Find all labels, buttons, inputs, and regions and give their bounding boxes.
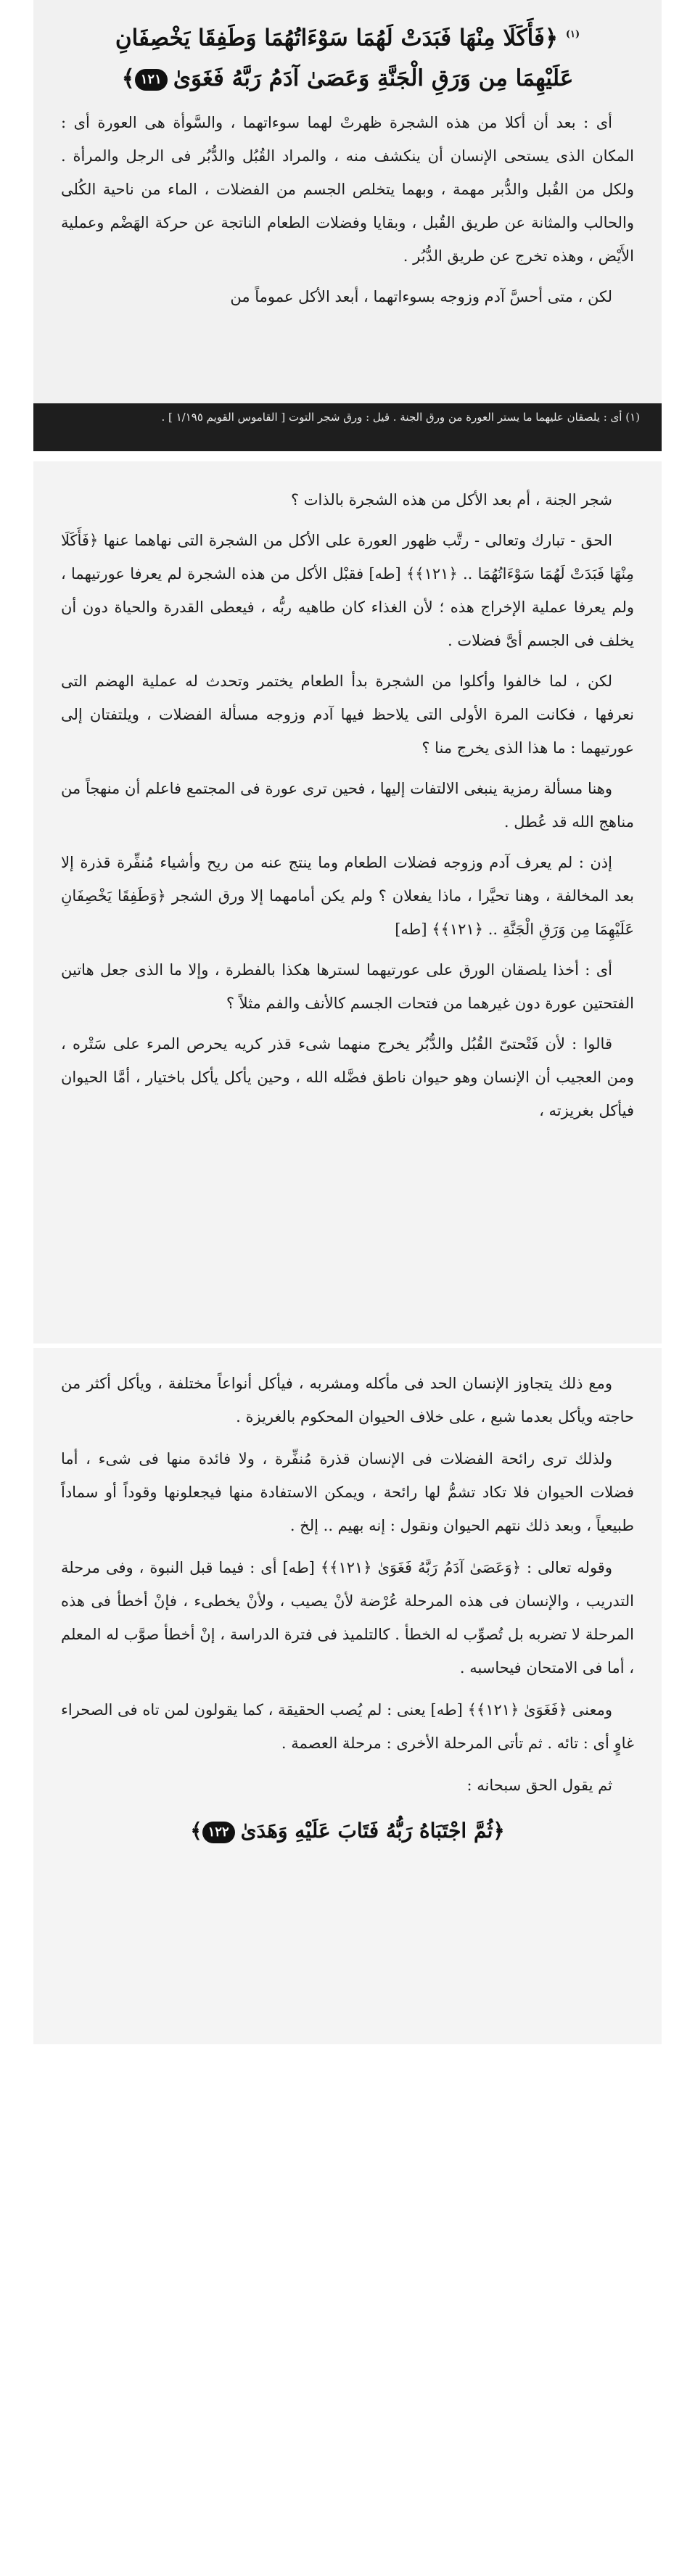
paragraph: ثم يقول الحق سبحانه :: [466, 1777, 612, 1794]
quran-verse-line-2: عَلَيْهِمَا مِن وَرَقِ الْجَنَّةِ وَعَصَىٰ آدَمُ رَبَّهُ فَغَوَىٰ١٢١﴾: [121, 65, 574, 92]
quran-verse: ﴿ثُمَّ اجْتَبَاهُ رَبُّهُ فَتَابَ عَلَيْهِ وَهَدَىٰ١٢٢﴾: [190, 1819, 505, 1843]
scan-block-3: [33, 1348, 662, 2044]
quran-verse-line-1: [33, 0, 662, 58]
paragraph: وهنا مسألة رمزية ينبغى الالتفات إليها ، فحين ترى عورة فى المجتمع فاعلم أن منهجاً من مناهج الله قد عُطل .: [61, 780, 634, 831]
paragraph: لكن ، متى أحسَّ آدم وزوجه بسوءاتهما ، أبعد الأكل عموماً من: [230, 288, 612, 306]
scan-block-1: [33, 0, 662, 451]
verse-text: ﴿ثُمَّ اجْتَبَاهُ رَبُّهُ فَتَابَ عَلَيْهِ وَهَدَىٰ: [240, 1819, 505, 1843]
verse-number-badge: ١٢١: [135, 69, 168, 91]
verse-number-badge: ١٢٢: [202, 1822, 235, 1843]
paragraph: ومعنى ﴿فَغَوَىٰ ﴿١٢١﴾﴾ [طه] يعنى : لم يُصب الحقيقة ، كما يقولون لمن تاه فى الصحراء غاوٍ أى : تائه . ثم تأتى المرحلة الأخرى : مرحلة العصمة .: [61, 1701, 634, 1752]
paragraph: لكن ، لما خالفوا وأكلوا من الشجرة بدأ الطعام يختمر وتحدث له عملية الهضم التى نعرفها ، فكانت المرة الأولى التى يلاحظ فيها آدم وزوجه مسألة الفضلات ، ويلتفتان إلى عورتيهما : ما هذا الذى يخرج منا ؟: [61, 672, 634, 757]
paragraph: الحق - تبارك وتعالى - رتَّب ظهور العورة على الأكل من الشجرة التى نهاهما عنها ﴿فَأَكَلَا مِنْهَا فَبَدَتْ لَهُمَا سَوْءَاتُهُمَا .. ﴿١٢١﴾﴾ [طه] فقبْل الأكل من هذه الشجرة لم يعرفا عورتيهما ، ولم يعرفا عملية الإخراج هذه ؛ لأن الغذاء كان طاهيه ربُّه ، فيعطى القدرة والحياة دون أن يخلف فى الجسم أىَّ فضلات .: [61, 532, 634, 649]
paragraph: ومع ذلك يتجاوز الإنسان الحد فى مأكله ومشربه ، فيأكل أنواعاً مختلفة ، ويأكل أكثر من حاجته ويأكل بعدما شبع ، على خلاف الحيوان المحكوم بالغريزة .: [61, 1375, 634, 1425]
paragraph: وقوله تعالى : ﴿وَعَصَىٰ آدَمُ رَبَّهُ فَغَوَىٰ ﴿١٢١﴾﴾ [طه] أى : فيما قبل النبوة ، وفى مرحلة التدريب ، والإنسان فى هذه المرحلة عُرْضة لأنْ يصيب ، ولأنْ يخطىء ، فإنْ أخطأ فى هذه المرحلة لا تضربه بل تُصوِّب له الخطأ . كالتلميذ فى فترة الدراسة ، إنْ أخطأ صوَّب له المعلم ، أما فى الامتحان فيحاسبه .: [61, 1559, 634, 1676]
paragraph: إذن : لم يعرف آدم وزوجه فضلات الطعام وما ينتج عنه من ريح وأشياء مُنفِّرة قذرة إلا بعد المخالفة ، وهنا تحيَّرا ، ماذا يفعلان ؟ ولم يكن أمامهما إلا ورق الشجر ﴿وَطَفِقَا يَخْصِفَانِ عَلَيْهِمَا مِن وَرَقِ الْجَنَّةِ .. ﴿١٢١﴾﴾ [طه]: [61, 854, 634, 938]
paragraph: ولذلك ترى رائحة الفضلات فى الإنسان قذرة مُنفِّرة ، ولا فائدة منها فى شىء ، أما فضلات الحيوان فلا تكاد تشمُّ لها رائحة ، ويمكن الاستفادة منها فيجعلونها وقوداً أو سماداً طبيعياً ، وبعد ذلك نتهم الحيوان ونقول : إنه بهيم .. إلخ .: [61, 1450, 634, 1534]
scan-block-2: [33, 461, 662, 1343]
paragraph: قالوا : لأن فَتْحتىّ القُبُل والدُّبُر يخرج منهما شىء قذر كريه يحرص المرء على سَتْره ، ومن العجيب أن الإنسان وهو حيوان ناطق فضَّله الله ، وحين يأكل يأكل باختيار ، أمَّا الحيوان فيأكل بغريزته ،: [61, 1035, 634, 1119]
footnote: (١) أى : يلصقان عليهما ما يستر العورة من ورق الجنة . قيل : ورق شجر التوت [ القاموس القويم ١/١٩٥ ] .: [33, 403, 662, 451]
paragraph: أى : أخذا يلصقان الورق على عورتيهما لسترها هكذا بالفطرة ، وإلا ما الذى جعل هاتين الفتحتين عورة دون غيرهما من فتحات الجسم كالأنف والفم مثلاً ؟: [61, 961, 634, 1012]
footnote-marker: (١): [565, 29, 580, 40]
paragraph: أى : بعد أن أكلا من هذه الشجرة ظهرتْ لهما سوءاتهما ، والسَّوأة هى العورة أى : المكان الذى يستحى الإنسان أن ينكشف منه ، والمراد القُبُل والدُّبُر فى الرجل والمرأة . ولكل من القُبل والدُّبر مهمة ، وبهما يتخلص الجسم من الفضلات ، الماء من ناحية الكُلى والحالب والمثانة عن طريق القُبل ، وبقايا وفضلات الطعام الناتجة عن حركة الهَضْم وعملية الأَيْض ، وهذه تخرج عن طريق الدُّبُر .: [61, 114, 634, 266]
verse-text: ﴿فَأَكَلَا مِنْهَا فَبَدَتْ لَهُمَا سَوْءَاتُهُمَا وَطَفِقَا يَخْصِفَانِ: [115, 25, 559, 52]
verse-text: عَلَيْهِمَا مِن وَرَقِ الْجَنَّةِ وَعَصَىٰ آدَمُ رَبَّهُ فَغَوَىٰ: [173, 65, 574, 92]
paragraph: شجر الجنة ، أم بعد الأكل من هذه الشجرة بالذات ؟: [290, 491, 612, 509]
